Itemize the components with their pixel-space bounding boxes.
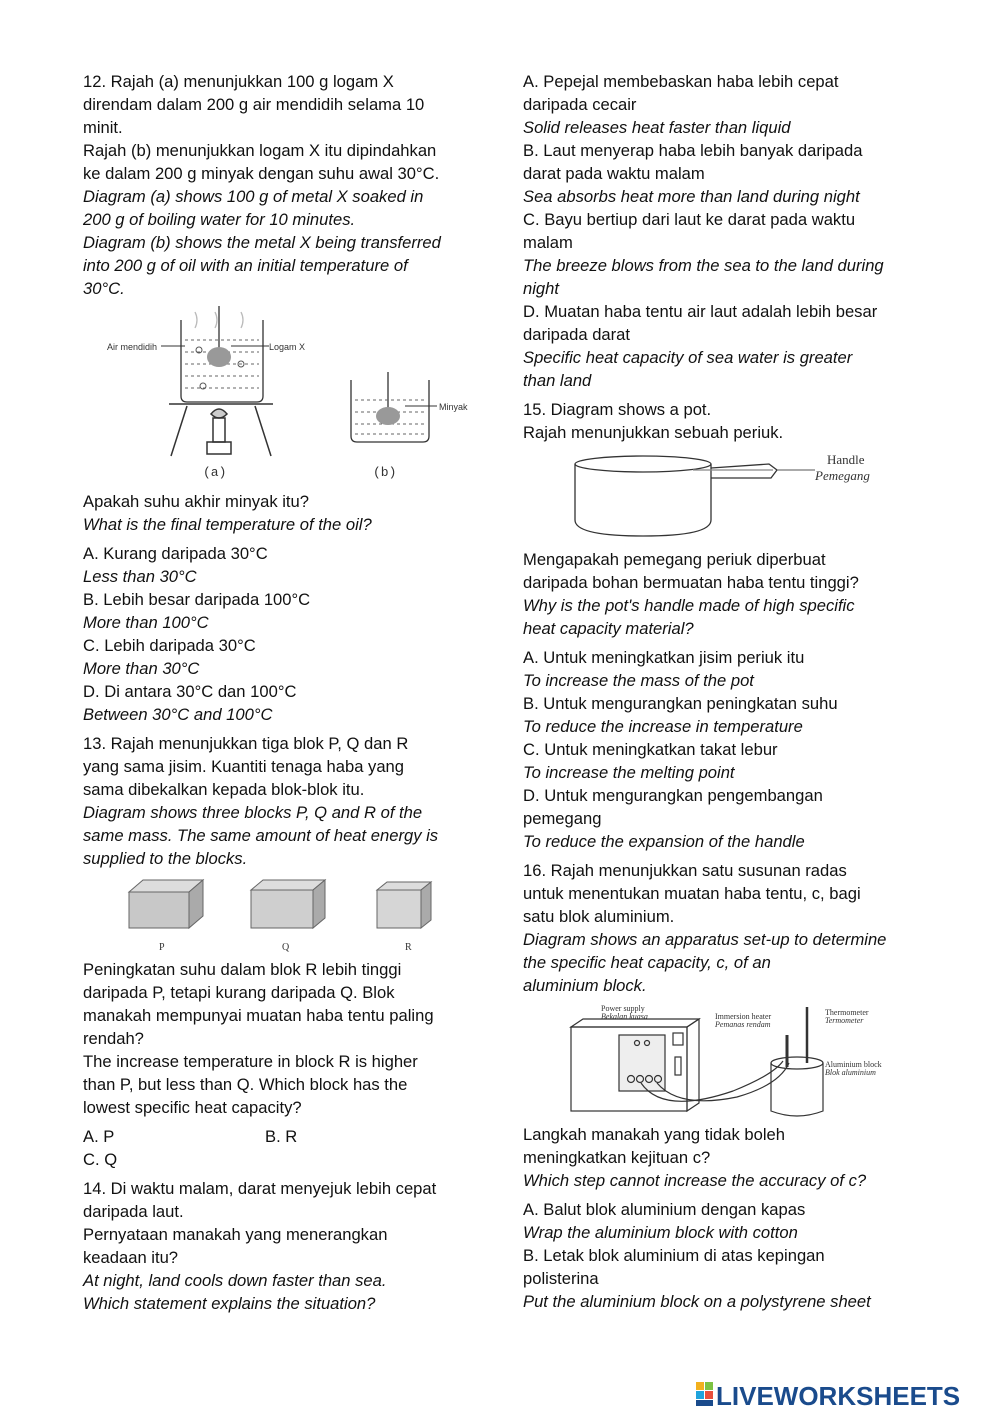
q14-en-line: At night, land cools down faster than sea. <box>83 1271 387 1290</box>
question-16 <box>523 859 943 1313</box>
q16-text-line: untuk menentukan muatan haba tentu, c, bagi <box>523 884 861 903</box>
right-column <box>523 70 943 1313</box>
q12-text-line: ke dalam 200 g minyak dengan suhu awal 30°C. <box>83 164 440 183</box>
q13-en-line: same mass. The same amount of heat energy is <box>83 826 439 845</box>
q14-text-line: 14. Di waktu malam, darat menyejuk lebih cepat <box>83 1179 437 1198</box>
logo-text: LIVEWORKSHEETS <box>716 1381 961 1410</box>
q14-option-c: C. Bayu bertiup dari laut ke darat pada waktu <box>523 210 856 229</box>
q13-question-line: The increase temperature in block R is higher <box>83 1052 418 1071</box>
label-thermometer-ms: Termometer <box>825 1016 864 1025</box>
q12-en-line: 30°C. <box>83 279 125 298</box>
liveworksheets-logo[interactable] <box>696 1378 996 1410</box>
label-power-supply: Power supply <box>601 1005 645 1013</box>
q15-option-d: pemegang <box>523 809 602 828</box>
handle-label-ms: Pemegang <box>815 468 870 483</box>
q16-option-b: B. Letak blok aluminium di atas kepingan <box>523 1246 825 1265</box>
caption-a: (a) <box>203 465 227 480</box>
q15-text-line: Rajah menunjukkan sebuah periuk. <box>523 423 784 442</box>
question-15 <box>523 398 943 853</box>
q16-question-en: Which step cannot increase the accuracy of c? <box>523 1171 867 1190</box>
q16-en-line: the specific heat capacity, c, of an <box>523 953 771 972</box>
question-12 <box>83 70 488 726</box>
q15-option-b: B. Untuk mengurangkan peningkatan suhu <box>523 694 838 713</box>
q16-option-a-en: Wrap the aluminium block with cotton <box>523 1223 798 1242</box>
q14-option-b-en: Sea absorbs heat more than land during night <box>523 187 860 206</box>
q12-option-c: C. Lebih daripada 30°C <box>83 636 256 655</box>
q12-text-line: Rajah (b) menunjukkan logam X itu dipindahkan <box>83 141 437 160</box>
q15-option-b-en: To reduce the increase in temperature <box>523 717 803 736</box>
q15-option-a-en: To increase the mass of the pot <box>523 671 754 690</box>
q14-option-d: daripada darat <box>523 325 631 344</box>
q12-question-en: What is the final temperature of the oil? <box>83 515 372 534</box>
q13-en-line: supplied to the blocks. <box>83 849 248 868</box>
q14-option-d: D. Muatan haba tentu air laut adalah lebih besar <box>523 302 878 321</box>
q13-question-line: manakah mempunyai muatan haba tentu paling <box>83 1006 434 1025</box>
q12-option-d: D. Di antara 30°C dan 100°C <box>83 682 297 701</box>
q14-option-d-en: than land <box>523 371 592 390</box>
q14-option-c-en: night <box>523 279 559 298</box>
q16-option-a: A. Balut blok aluminium dengan kapas <box>523 1200 806 1219</box>
q16-option-b: polisterina <box>523 1269 599 1288</box>
q13-en-line: Diagram shows three blocks P, Q and R of the <box>83 803 423 822</box>
q12-option-c-en: More than 30°C <box>83 659 200 678</box>
question-13 <box>83 732 488 1171</box>
q15-option-d-en: To reduce the expansion of the handle <box>523 832 805 851</box>
q15-question-en-line: heat capacity material? <box>523 619 694 638</box>
q13-question-line: than P, but less than Q. Which block has the <box>83 1075 408 1094</box>
left-column <box>83 70 488 1315</box>
q15-option-c-en: To increase the melting point <box>523 763 735 782</box>
label-boiling-water: Air mendidih <box>107 342 158 352</box>
q13-question-line: rendah? <box>83 1029 144 1048</box>
q16-text-line: satu blok aluminium. <box>523 907 675 926</box>
handle-label: Handle <box>827 452 865 467</box>
q15-question-line: Mengapakah pemegang periuk diperbuat <box>523 550 826 569</box>
logo-icon <box>696 1382 713 1406</box>
q14-text-line: Pernyataan manakah yang menerangkan <box>83 1225 388 1244</box>
q13-text-line: sama dibekalkan kepada blok-blok itu. <box>83 780 365 799</box>
q13-blocks-figure <box>123 878 523 958</box>
q14-option-b: B. Laut menyerap haba lebih banyak daripada <box>523 141 863 160</box>
q13-text-line: yang sama jisim. Kuantiti tenaga haba yang <box>83 757 405 776</box>
q15-question-line: daripada bohan bermuatan haba tentu tinggi? <box>523 573 859 592</box>
q16-text-line: 16. Rajah menunjukkan satu susunan radas <box>523 861 847 880</box>
label-oil: Minyak <box>439 402 468 412</box>
block-r-label: R <box>405 942 412 953</box>
q15-option-a: A. Untuk meningkatkan jisim periuk itu <box>523 648 805 667</box>
q12-en-line: Diagram (b) shows the metal X being transferred <box>83 233 441 252</box>
label-immersion-heater: Immersion heater <box>715 1012 772 1021</box>
block-q-label: Q <box>282 942 290 953</box>
q13-option-c: C. Q <box>83 1150 118 1169</box>
q12-question: Apakah suhu akhir minyak itu? <box>83 492 309 511</box>
q14-option-d-en: Specific heat capacity of sea water is greater <box>523 348 853 367</box>
q12-text-line: direndam dalam 200 g air mendidih selama 10 <box>83 95 425 114</box>
q12-option-b: B. Lebih besar daripada 100°C <box>83 590 311 609</box>
q15-text-line: 15. Diagram shows a pot. <box>523 400 712 419</box>
q14-option-b: darat pada waktu malam <box>523 164 705 183</box>
q12-en-line: into 200 g of oil with an initial temperature of <box>83 256 408 275</box>
question-14 <box>83 1177 488 1315</box>
q14-options <box>523 70 943 392</box>
q16-option-b-en: Put the aluminium block on a polystyrene sheet <box>523 1292 871 1311</box>
label-thermometer: Thermometer <box>825 1008 869 1017</box>
metal-x-shape <box>207 347 231 367</box>
q12-option-b-en: More than 100°C <box>83 613 209 632</box>
q13-question-line: daripada P, tetapi kurang daripada Q. Blok <box>83 983 395 1002</box>
q12-en-line: 200 g of boiling water for 10 minutes. <box>83 210 356 229</box>
q12-text-line: 12. Rajah (a) menunjukkan 100 g logam X <box>83 72 394 91</box>
q14-text-line: keadaan itu? <box>83 1248 179 1267</box>
beaker-b <box>351 372 429 442</box>
label-immersion-heater-ms: Pemanas rendam <box>715 1020 771 1029</box>
q12-option-a: A. Kurang daripada 30°C <box>83 544 268 563</box>
q16-apparatus-figure <box>523 1005 923 1123</box>
q13-options-row <box>83 1125 488 1148</box>
q13-option-b: B. R <box>265 1127 298 1146</box>
q14-option-a-en: Solid releases heat faster than liquid <box>523 118 791 137</box>
q16-question-line: meningkatkan kejituan c? <box>523 1148 711 1167</box>
q14-option-a: A. Pepejal membebaskan haba lebih cepat <box>523 72 839 91</box>
block-p-label: P <box>159 942 165 953</box>
q12-option-a-en: Less than 30°C <box>83 567 197 586</box>
q14-en-line: Which statement explains the situation? <box>83 1294 376 1313</box>
q15-option-c: C. Untuk meningkatkan takat lebur <box>523 740 778 759</box>
q12-figure <box>103 306 503 494</box>
label-aluminium-block: Aluminium block <box>825 1060 882 1069</box>
q12-en-line: Diagram (a) shows 100 g of metal X soaked in <box>83 187 424 206</box>
q13-question-line: Peningkatan suhu dalam blok R lebih tinggi <box>83 960 402 979</box>
q12-option-d-en: Between 30°C and 100°C <box>83 705 273 724</box>
q14-text-line: daripada laut. <box>83 1202 184 1221</box>
q13-text-line: 13. Rajah menunjukkan tiga blok P, Q dan R <box>83 734 409 753</box>
q16-en-line: Diagram shows an apparatus set-up to determine <box>523 930 887 949</box>
q13-option-a: A. P <box>83 1127 115 1146</box>
q14-option-c-en: The breeze blows from the sea to the land during <box>523 256 884 275</box>
label-power-supply-ms: Bekalan kuasa <box>601 1012 648 1021</box>
label-aluminium-block-ms: Blok aluminium <box>825 1068 876 1077</box>
q16-en-line: aluminium block. <box>523 976 647 995</box>
q12-text-line: minit. <box>83 118 123 137</box>
q15-question-en-line: Why is the pot's handle made of high specific <box>523 596 855 615</box>
caption-b: (b) <box>373 465 397 480</box>
q14-option-a: daripada cecair <box>523 95 637 114</box>
q16-question-line: Langkah manakah yang tidak boleh <box>523 1125 786 1144</box>
q13-question-line: lowest specific heat capacity? <box>83 1098 302 1117</box>
q15-pot-figure <box>523 450 923 548</box>
label-metal-x: Logam X <box>269 342 306 352</box>
q14-option-c: malam <box>523 233 573 252</box>
q15-option-d: D. Untuk mengurangkan pengembangan <box>523 786 823 805</box>
